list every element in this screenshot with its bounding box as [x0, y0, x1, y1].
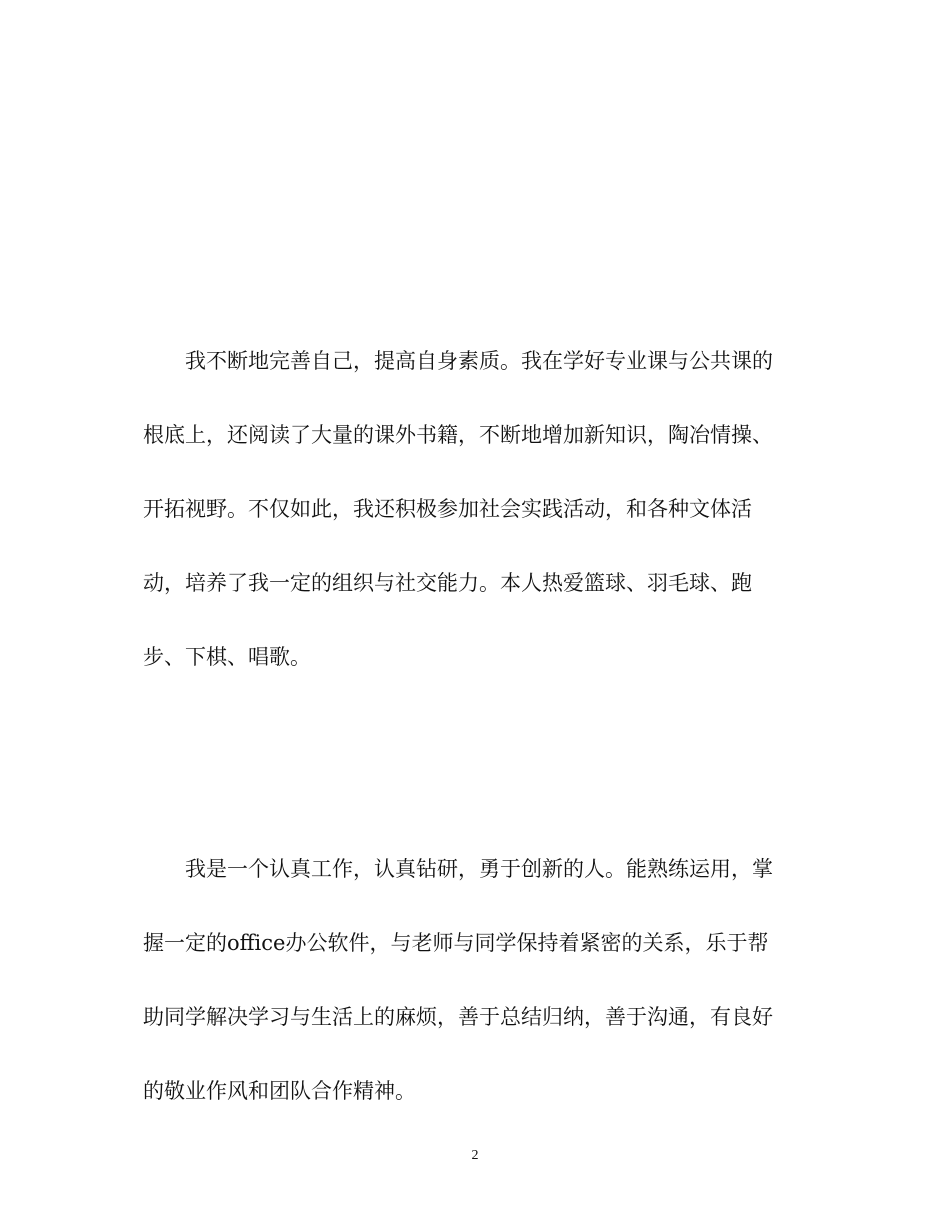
page-number: 2	[471, 1148, 479, 1163]
paragraph-line: 握一定的office办公软件，与老师与同学保持着紧密的关系，乐于帮	[143, 931, 769, 955]
paragraph-line: 助同学解决学习与生活上的麻烦，善于总结归纳，善于沟通，有良好	[143, 1005, 773, 1029]
paragraph-line: 我是一个认真工作，认真钻研，勇于创新的人。能熟练运用，掌	[185, 857, 773, 881]
paragraph-line: 开拓视野。不仅如此，我还积极参加社会实践活动，和各种文体活	[143, 497, 752, 521]
paragraph-work-attitude	[143, 854, 808, 1150]
paragraph-line: 动，培养了我一定的组织与社交能力。本人热爱篮球、羽毛球、跑	[143, 571, 752, 595]
paragraph-line: 根底上，还阅读了大量的课外书籍，不断地增加新知识，陶冶情操、	[143, 423, 773, 447]
paragraph-line: 的敬业作风和团队合作精神。	[143, 1079, 416, 1103]
paragraph-line: 我不断地完善自己，提高自身素质。我在学好专业课与公共课的	[185, 349, 773, 373]
paragraph-self-improvement	[143, 346, 808, 716]
paragraph-line: 步、下棋、唱歌。	[143, 645, 311, 669]
